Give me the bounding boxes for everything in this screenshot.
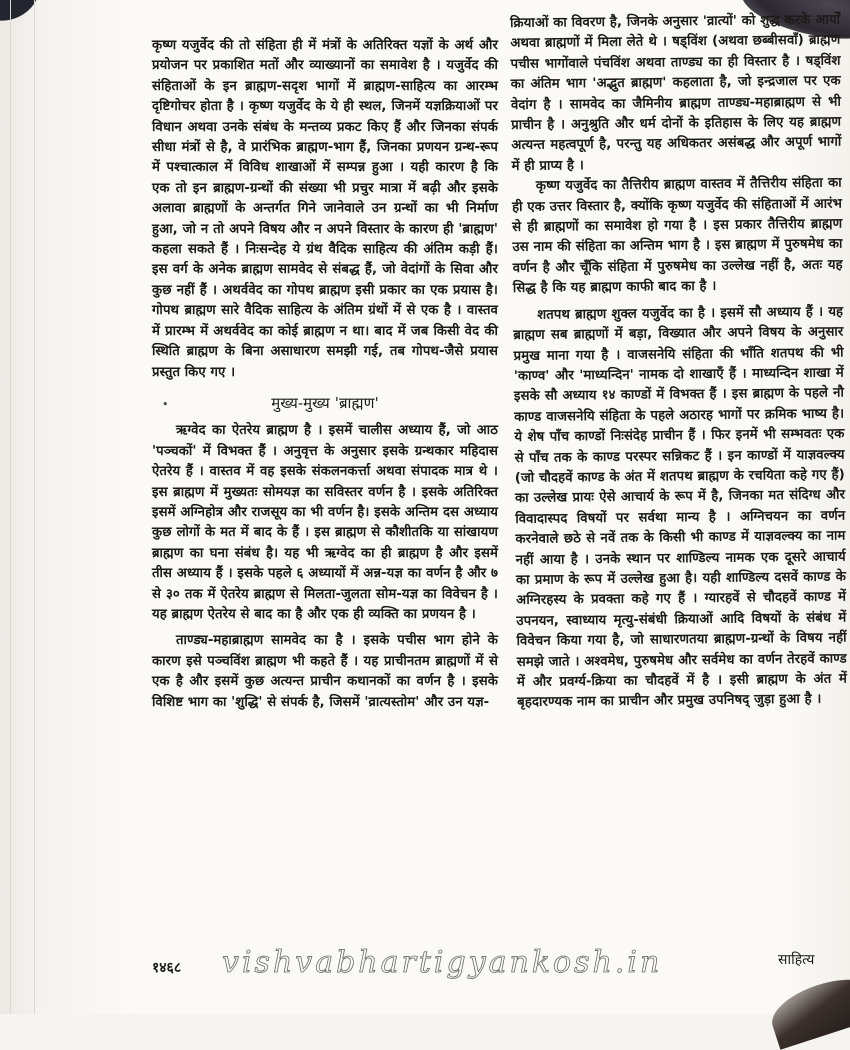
paragraph: शतपथ ब्राह्मण शुक्ल यजुर्वेद का है । इसमें सौ अध्याय हैं । यह ब्राह्मण सब ब्राह्मणों में बड़ा, विख्यात और अपने विषय के अनुसार प्रमुख माना गया है । वाजसनेयि संहिता की भाँति शतपथ की भी 'काण्व' और 'माध्यन्दिन' नामक दो शाखाएँ हैं । माध्यन्दिन शाखा में इसके सौ अध्याय १४ काण्डों में विभक्त हैं । इस ब्राह्मण के पहले नौ काण्ड वाजसनेयि संहिता के पहले अठारह भागों पर क्रमिक भाष्य है। ये शेष पाँच काण्डों निःसंदेह प्राचीन हैं । फिर इनमें भी सम्भवतः एक से पाँच तक के काण्ड परस्पर सन्निकट हैं । इन काण्डों में याज्ञवल्क्य (जो चौदहवें काण्ड के अंत में शतपथ ब्राह्मण के रचयिता कहे गए हैं) का उल्लेख प्रायः ऐसे आचार्य के रूप में है, जिनका मत संदिग्ध और विवादास्पद विषयों पर सर्वथा मान्य है । अग्निचयन का वर्णन करनेवाले छठे से नवें तक के किसी भी काण्ड में याज्ञवल्क्य का नाम नहीं आया है । उनके स्थान पर शाण्डिल्य नामक एक दूसरे आचार्य का प्रमाण के रूप में उल्लेख हुआ है। यही शाण्डिल्य दसवें काण्ड के अग्निरहस्य के प्रवक्ता कहे गए हैं । ग्यारहवें से चौदहवें काण्ड में उपनयन, स्वाध्याय मृत्यु-संबंधी क्रियाओं आदि विषयों के संबंध में विवेचन किया गया है, जो साधारणतया ब्राह्मण-ग्रन्थों के विषय नहीं समझे जाते । अश्वमेध, पुरुषमेध और सर्वमेध का वर्णन तेरहवें काण्ड में और प्रवर्ग्य-क्रिया का चौदहवें में है । इसी ब्राह्मण के अंत में बृहदारण्यक नाम का प्राचीन और प्रमुख उपनिषद् जुड़ा हुआ है । [513, 304, 848, 711]
paragraph: ताण्ड्य-महाब्राह्मण सामवेद का है । इसके पचीस भाग होने के कारण इसे पञ्चविंश ब्राह्मण भी कहते हैं । यह प्राचीनतम ब्राह्मणों में से एक है और इसमें कुछ अत्यन्त प्राचीन कथानकों का वर्णन है । इसके विशिष्ट भाग का 'शुद्धि' से संपर्क है, जिसमें 'व्रात्यस्तोम' और उन यज्ञ- [152, 633, 498, 710]
page-corner-shadow [765, 968, 850, 1050]
section-heading-text: मुख्य-मुख्य 'ब्राह्मण' [271, 393, 379, 412]
right-column [510, 11, 847, 714]
paragraph: क्रियाओं का विवरण है, जिनके अनुसार 'व्रात्यों' को शुद्ध करके आर्यों अथवा ब्राह्मणों में मिला लेते थे । षड्विंश (अथवा छब्बीसवाँ) ब्राह्मण पचीस भागोंवाले पंचविंश अथवा ताण्ड्य का ही विस्तार है । षड्विंश का अंतिम भाग 'अद्भुत ब्राह्मण' कहलाता है, जो इन्द्रजाल पर एक वेदांग है । सामवेद का जैमिनीय ब्राह्मण ताण्ड्य-महाब्राह्मण से भी प्राचीन है । अनुश्रुति और धर्म दोनों के इतिहास के लिए यह ब्राह्मण अत्यन्त महत्वपूर्ण है, परन्तु यह अधिकतर असंबद्ध और अपूर्ण भागों में ही प्राप्य है । [510, 12, 842, 174]
page-corner-shadow [0, 0, 48, 30]
running-title: साहित्य [778, 952, 815, 968]
paragraph: कृष्ण यजुर्वेद का तैत्तिरीय ब्राह्मण वास्तव में तैत्तिरीय संहिता का ही एक उत्तर विस्तार है, क्योंकि कृष्ण यजुर्वेद की संहिताओं में आरंभ से ही ब्राह्मणों का समावेश हो गया है । इस प्रकार तैत्तिरीय ब्राह्मण उस नाम की संहिता का अन्तिम भाग है । इस ब्राह्मण में पुरुषमेध का वर्णन है और चूँकि संहिता में पुरुषमेध का उल्लेख नहीं है, अतः यह सिद्ध है कि यह ब्राह्मण काफी बाद का है । [511, 175, 843, 297]
page-edge-line [34, 0, 35, 1014]
page-edge-line [10, 0, 11, 1014]
watermark: vishvabhartigyankosh.in [222, 945, 663, 980]
bullet-dot-icon: • [162, 397, 169, 411]
left-column [152, 36, 498, 713]
paragraph: कृष्ण यजुर्वेद की तो संहिता ही में मंत्रों के अतिरिक्त यज्ञों के अर्थ और प्रयोजन पर प्रकाशित मतों और व्याख्यानों का समावेश है । यजुर्वेद की संहिताओं के इन ब्राह्मण-सदृश भागों में ब्राह्मण-साहित्य का आरम्भ दृष्टिगोचर होता है । कृष्ण यजुर्वेद के ये ही स्थल, जिनमें यज्ञक्रियाओं पर विधान अथवा उनके संबंध के मन्तव्य प्रकट किए हैं और जिनका संपर्क सीधा मंत्रों से है, वे प्रारंभिक ब्राह्मण-भाग हैं, जिनका प्रणयन ग्रन्थ-रूप में पश्चात्काल में विविध शाखाओं में सम्पन्न हुआ । यही कारण है कि एक तो इन ब्राह्मण-ग्रन्थों की संख्या भी प्रचुर मात्रा में बढ़ी और इसके अलावा ब्राह्मणों के अन्तर्गत गिने जानेवाले उन ग्रन्थों का भी निर्माण हुआ, जो न तो अपने विषय और न अपने विस्तार के कारण ही 'ब्राह्मण' कहला सकते हैं । निःसन्देह ये ग्रंथ वैदिक साहित्य की अंतिम कड़ी हैं। इस वर्ग के अनेक ब्राह्मण सामवेद से संबद्ध हैं, जो वेदांगों के सिवा और कुछ नहीं हैं । अथर्ववेद का गोपथ ब्राह्मण इसी प्रकार का एक प्रयास है। गोपथ ब्राह्मण सारे वैदिक साहित्य के अंतिम ग्रंथों में से एक है । वास्तव में प्रारम्भ में अथर्ववेद का कोई ब्राह्मण न था। बाद में जब किसी वेद की स्थिति ब्राह्मण के बिना असाधारण समझी गई, तब गोपथ-जैसे प्रयास प्रस्तुत किए गए । [152, 38, 498, 380]
paragraph: ऋग्वेद का ऐतरेय ब्राह्मण है । इसमें चालीस अध्याय हैं, जो आठ 'पञ्चकों' में विभक्त हैं । अनुवृत्त के अनुसार इसके ग्रन्थकार महिदास ऐतरेय हैं । वास्तव में वह इसके संकलनकर्त्ता अथवा संपादक मात्र थे । इस ब्राह्मण में मुख्यतः सोमयज्ञ का सविस्तर वर्णन है । इसके अतिरिक्त इसमें अग्निहोत्र और राजसूय का भी वर्णन है। इसके अन्तिम दस अध्याय कुछ लोगों के मत में बाद के हैं । इस ब्राह्मण से कौशीतकि या सांखायण ब्राह्मण का घना संबंध है। यह भी ऋग्वेद का ही ब्राह्मण है और इसमें तीस अध्याय हैं । इसके पहले ६ अध्यायों में अन्न-यज्ञ का वर्णन है और ७ से ३० तक में ऐतरेय ब्राह्मण से मिलता-जुलता सोम-यज्ञ का विवेचन है । यह ब्राह्मण ऐतरेय से बाद का है और एक ही व्यक्ति का प्रणयन है । [152, 423, 498, 622]
section-heading [152, 393, 498, 413]
page-number: १४६८ [152, 960, 182, 976]
